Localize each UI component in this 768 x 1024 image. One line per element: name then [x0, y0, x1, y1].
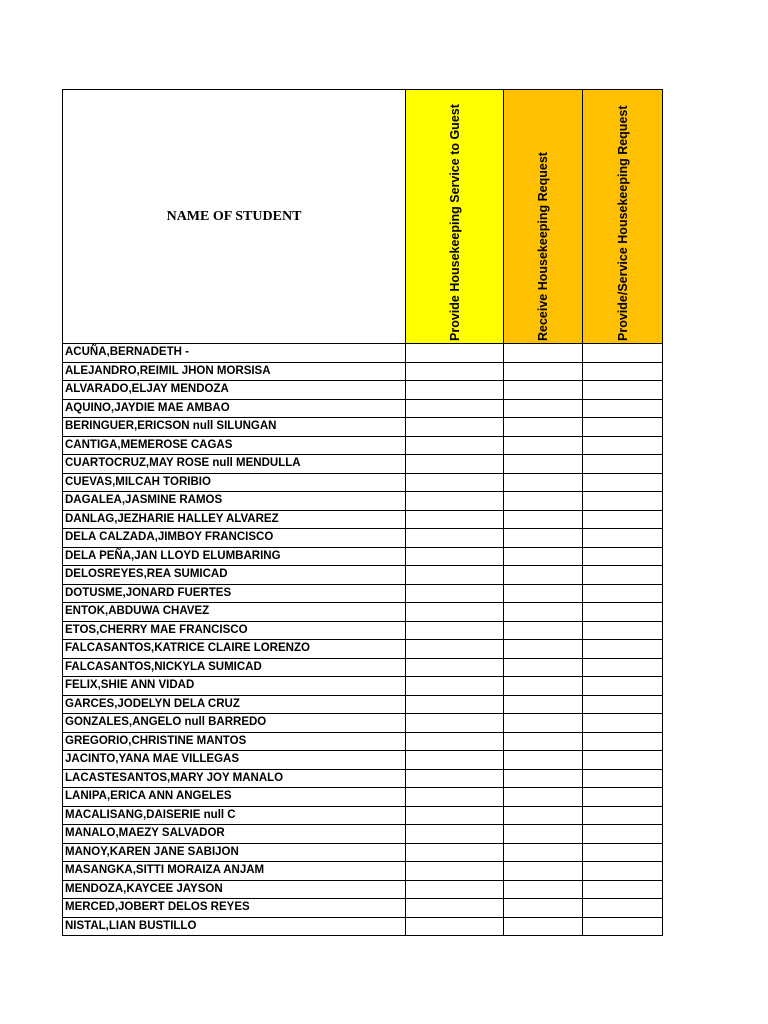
competency-cell[interactable]: [504, 843, 583, 862]
competency-cell[interactable]: [406, 806, 504, 825]
table-row: [63, 362, 663, 381]
column-header-label: Provide Housekeeping Service to Guest: [447, 104, 462, 341]
competency-cell[interactable]: [583, 917, 663, 936]
competency-cell[interactable]: [504, 769, 583, 788]
competency-cell[interactable]: [406, 751, 504, 770]
table-row: [63, 732, 663, 751]
student-name-cell[interactable]: GONZALES,ANGELO null BARREDO: [63, 714, 406, 733]
student-name-cell[interactable]: BERINGUER,ERICSON null SILUNGAN: [63, 418, 406, 437]
student-name-cell[interactable]: MASANGKA,SITTI MORAIZA ANJAM: [63, 862, 406, 881]
table-row: [63, 769, 663, 788]
competency-cell[interactable]: [504, 344, 583, 363]
table-row: [63, 566, 663, 585]
student-name-cell[interactable]: MENDOZA,KAYCEE JAYSON: [63, 880, 406, 899]
competency-cell[interactable]: [583, 473, 663, 492]
competency-cell[interactable]: [583, 455, 663, 474]
student-name-cell[interactable]: FALCASANTOS,NICKYLA SUMICAD: [63, 658, 406, 677]
competency-cell[interactable]: [406, 547, 504, 566]
student-name-cell[interactable]: JACINTO,YANA MAE VILLEGAS: [63, 751, 406, 770]
competency-cell[interactable]: [406, 714, 504, 733]
competency-cell[interactable]: [504, 899, 583, 918]
student-name-cell[interactable]: ALVARADO,ELJAY MENDOZA: [63, 381, 406, 400]
competency-cell[interactable]: [504, 732, 583, 751]
competency-cell[interactable]: [406, 843, 504, 862]
competency-cell[interactable]: [583, 880, 663, 899]
competency-cell[interactable]: [504, 658, 583, 677]
competency-cell[interactable]: [583, 732, 663, 751]
table-row: [63, 640, 663, 659]
table-row: [63, 621, 663, 640]
competency-cell[interactable]: [583, 418, 663, 437]
competency-cell[interactable]: [583, 769, 663, 788]
student-name-cell[interactable]: CANTIGA,MEMEROSE CAGAS: [63, 436, 406, 455]
student-name-cell[interactable]: GREGORIO,CHRISTINE MANTOS: [63, 732, 406, 751]
competency-cell[interactable]: [504, 566, 583, 585]
competency-cell[interactable]: [406, 492, 504, 511]
competency-cell[interactable]: [406, 732, 504, 751]
competency-cell[interactable]: [583, 825, 663, 844]
competency-cell[interactable]: [406, 473, 504, 492]
table-row: [63, 510, 663, 529]
student-name-cell[interactable]: ENTOK,ABDUWA CHAVEZ: [63, 603, 406, 622]
competency-cell[interactable]: [583, 695, 663, 714]
student-name-cell[interactable]: CUEVAS,MILCAH TORIBIO: [63, 473, 406, 492]
competency-cell[interactable]: [504, 677, 583, 696]
competency-cell[interactable]: [406, 788, 504, 807]
student-name-cell[interactable]: DOTUSME,JONARD FUERTES: [63, 584, 406, 603]
table-row: [63, 806, 663, 825]
competency-cell[interactable]: [406, 658, 504, 677]
competency-cell[interactable]: [504, 584, 583, 603]
competency-cell[interactable]: [504, 621, 583, 640]
column-header-provide-housekeeping-service: [406, 90, 504, 344]
column-header-label: Provide/Service Housekeeping Request: [615, 105, 630, 341]
competency-cell[interactable]: [406, 769, 504, 788]
competency-cell[interactable]: [583, 603, 663, 622]
competency-cell[interactable]: [504, 917, 583, 936]
student-name-cell[interactable]: ETOS,CHERRY MAE FRANCISCO: [63, 621, 406, 640]
competency-cell[interactable]: [583, 362, 663, 381]
student-name-cell[interactable]: ACUÑA,BERNADETH -: [63, 344, 406, 363]
student-name-cell[interactable]: DELA PEÑA,JAN LLOYD ELUMBARING: [63, 547, 406, 566]
student-name-cell[interactable]: AQUINO,JAYDIE MAE AMBAO: [63, 399, 406, 418]
student-name-cell[interactable]: FELIX,SHIE ANN VIDAD: [63, 677, 406, 696]
competency-cell[interactable]: [583, 843, 663, 862]
table-row: [63, 529, 663, 548]
table-row: [63, 862, 663, 881]
student-name-cell[interactable]: DELOSREYES,REA SUMICAD: [63, 566, 406, 585]
table-row: [63, 399, 663, 418]
competency-cell[interactable]: [504, 640, 583, 659]
competency-cell[interactable]: [583, 510, 663, 529]
table-row: [63, 843, 663, 862]
competency-cell[interactable]: [504, 529, 583, 548]
student-name-cell[interactable]: DAGALEA,JASMINE RAMOS: [63, 492, 406, 511]
competency-cell[interactable]: [406, 566, 504, 585]
competency-cell[interactable]: [504, 547, 583, 566]
competency-cell[interactable]: [406, 344, 504, 363]
student-name-cell[interactable]: MACALISANG,DAISERIE null C: [63, 806, 406, 825]
student-name-cell[interactable]: LANIPA,ERICA ANN ANGELES: [63, 788, 406, 807]
competency-cell[interactable]: [583, 677, 663, 696]
student-name-cell[interactable]: MANOY,KAREN JANE SABIJON: [63, 843, 406, 862]
table-row: [63, 584, 663, 603]
student-name-cell[interactable]: DANLAG,JEZHARIE HALLEY ALVAREZ: [63, 510, 406, 529]
name-of-student-header: NAME OF STUDENT: [63, 90, 406, 344]
competency-cell[interactable]: [504, 418, 583, 437]
column-header-provide-service-housekeeping-request: [583, 90, 663, 344]
competency-cell[interactable]: [504, 751, 583, 770]
student-name-cell[interactable]: MERCED,JOBERT DELOS REYES: [63, 899, 406, 918]
competency-cell[interactable]: [583, 436, 663, 455]
competency-cell[interactable]: [406, 399, 504, 418]
competency-cell[interactable]: [406, 436, 504, 455]
competency-cell[interactable]: [583, 529, 663, 548]
student-name-cell[interactable]: FALCASANTOS,KATRICE CLAIRE LORENZO: [63, 640, 406, 659]
student-name-cell[interactable]: LACASTESANTOS,MARY JOY MANALO: [63, 769, 406, 788]
table-row: [63, 473, 663, 492]
competency-cell[interactable]: [583, 788, 663, 807]
competency-cell[interactable]: [406, 584, 504, 603]
competency-cell[interactable]: [504, 399, 583, 418]
competency-cell[interactable]: [583, 381, 663, 400]
table-row: [63, 788, 663, 807]
table-row: [63, 381, 663, 400]
competency-cell[interactable]: [504, 714, 583, 733]
competency-cell[interactable]: [504, 381, 583, 400]
competency-cell[interactable]: [504, 603, 583, 622]
table-row: [63, 695, 663, 714]
competency-cell[interactable]: [406, 529, 504, 548]
table-row: [63, 917, 663, 936]
competency-cell[interactable]: [406, 640, 504, 659]
competency-cell[interactable]: [583, 344, 663, 363]
competency-cell[interactable]: [504, 436, 583, 455]
table-row: [63, 547, 663, 566]
competency-cell[interactable]: [504, 825, 583, 844]
competency-cell[interactable]: [504, 880, 583, 899]
competency-cell[interactable]: [504, 806, 583, 825]
competency-cell[interactable]: [583, 751, 663, 770]
competency-cell[interactable]: [406, 899, 504, 918]
competency-cell[interactable]: [583, 658, 663, 677]
student-name-cell[interactable]: CUARTOCRUZ,MAY ROSE null MENDULLA: [63, 455, 406, 474]
competency-cell[interactable]: [504, 492, 583, 511]
competency-cell[interactable]: [504, 455, 583, 474]
competency-cell[interactable]: [583, 492, 663, 511]
competency-cell[interactable]: [406, 880, 504, 899]
table-row: [63, 603, 663, 622]
student-name-cell[interactable]: ALEJANDRO,REIMIL JHON MORSISA: [63, 362, 406, 381]
competency-cell[interactable]: [504, 362, 583, 381]
competency-cell[interactable]: [406, 455, 504, 474]
competency-cell[interactable]: [504, 862, 583, 881]
student-name-cell[interactable]: MANALO,MAEZY SALVADOR: [63, 825, 406, 844]
table-row: [63, 492, 663, 511]
table-row: [63, 880, 663, 899]
table-row: [63, 677, 663, 696]
table-row: [63, 714, 663, 733]
student-name-cell[interactable]: NISTAL,LIAN BUSTILLO: [63, 917, 406, 936]
table-row: [63, 751, 663, 770]
student-name-cell[interactable]: GARCES,JODELYN DELA CRUZ: [63, 695, 406, 714]
table-row: [63, 825, 663, 844]
competency-cell[interactable]: [406, 695, 504, 714]
competency-cell[interactable]: [583, 399, 663, 418]
table-row: [63, 418, 663, 437]
student-checklist-table: [62, 89, 663, 936]
competency-cell[interactable]: [583, 547, 663, 566]
competency-cell[interactable]: [504, 510, 583, 529]
competency-cell[interactable]: [406, 603, 504, 622]
table-row: [63, 344, 663, 363]
competency-cell[interactable]: [406, 862, 504, 881]
competency-cell[interactable]: [583, 566, 663, 585]
competency-cell[interactable]: [406, 825, 504, 844]
competency-cell[interactable]: [504, 788, 583, 807]
competency-cell[interactable]: [583, 806, 663, 825]
competency-cell[interactable]: [504, 695, 583, 714]
competency-cell[interactable]: [504, 473, 583, 492]
competency-cell[interactable]: [583, 640, 663, 659]
table-row: [63, 455, 663, 474]
competency-cell[interactable]: [583, 584, 663, 603]
competency-cell[interactable]: [583, 714, 663, 733]
competency-cell[interactable]: [583, 899, 663, 918]
competency-cell[interactable]: [583, 621, 663, 640]
competency-cell[interactable]: [406, 418, 504, 437]
competency-cell[interactable]: [406, 677, 504, 696]
competency-cell[interactable]: [406, 381, 504, 400]
competency-cell[interactable]: [406, 510, 504, 529]
column-header-receive-housekeeping-request: [504, 90, 583, 344]
column-header-label: Receive Housekeeping Request: [536, 152, 550, 341]
table-row: [63, 658, 663, 677]
header-row: [63, 90, 663, 344]
student-name-cell[interactable]: DELA CALZADA,JIMBOY FRANCISCO: [63, 529, 406, 548]
table-row: [63, 436, 663, 455]
table-row: [63, 899, 663, 918]
competency-cell[interactable]: [406, 621, 504, 640]
competency-cell[interactable]: [406, 917, 504, 936]
competency-cell[interactable]: [406, 362, 504, 381]
competency-cell[interactable]: [583, 862, 663, 881]
